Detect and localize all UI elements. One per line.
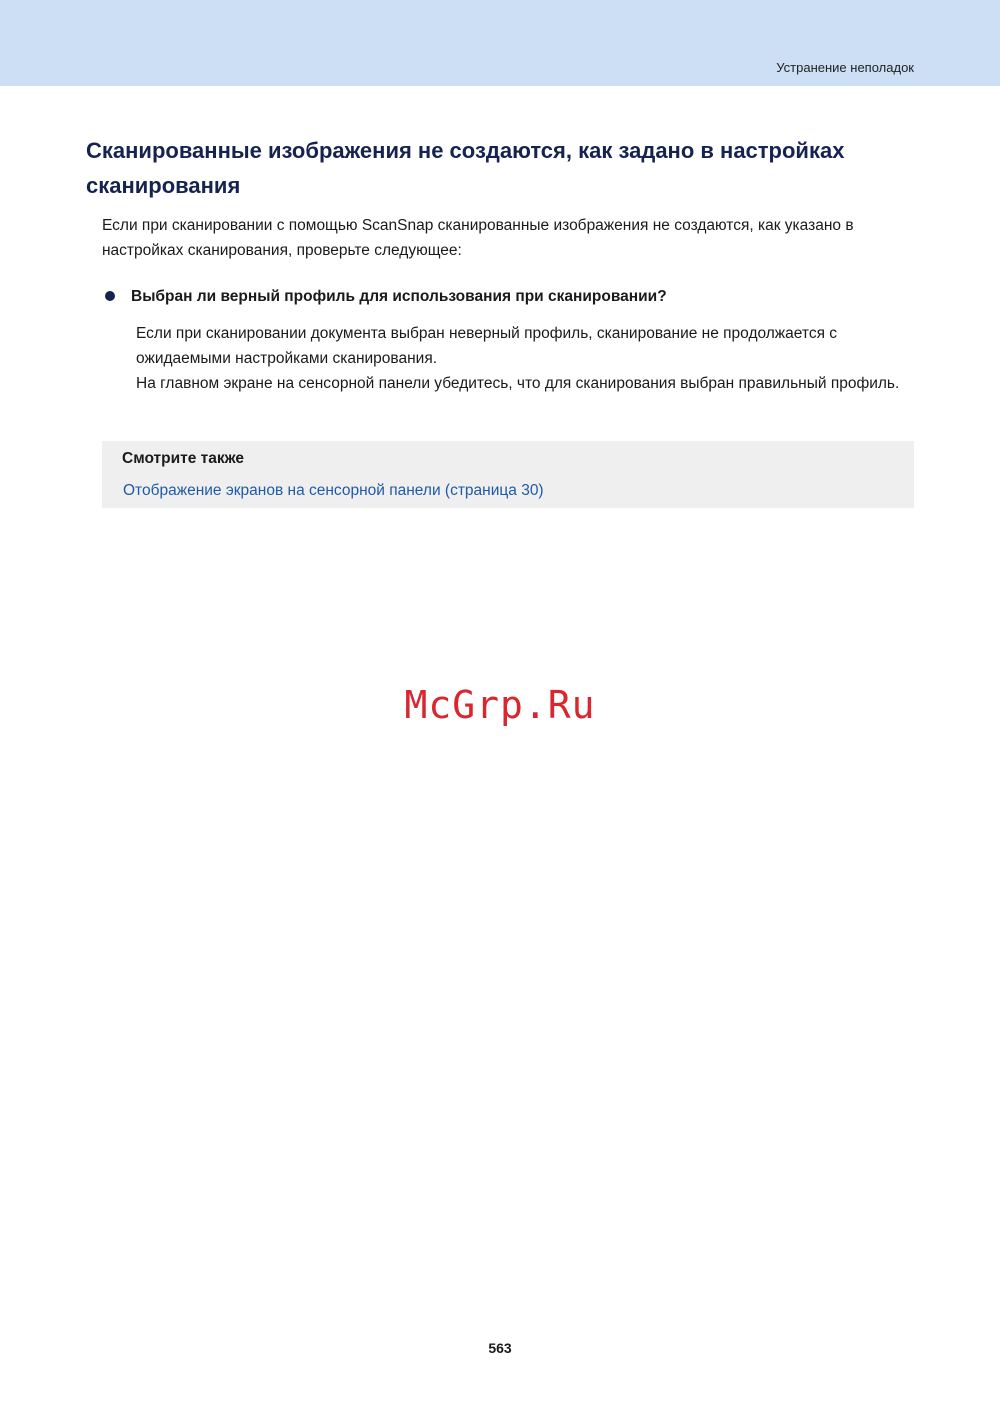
checklist-question: Выбран ли верный профиль для использования при сканировании? — [131, 288, 667, 305]
header-band — [0, 0, 1000, 86]
page-number: 563 — [488, 1340, 512, 1356]
intro-paragraph: Если при сканировании с помощью ScanSnap сканированные изображения не создаются, как указано в настройках сканирования, проверьте следующее: — [102, 217, 854, 259]
bullet-icon — [105, 291, 115, 301]
watermark: McGrp.Ru — [404, 683, 596, 727]
see-also-heading: Смотрите также — [122, 450, 245, 467]
page-title: Сканированные изображения не создаются, как задано в настройках сканирования — [86, 138, 845, 198]
checklist-answer — [136, 321, 916, 396]
see-also-link[interactable]: Отображение экранов на сенсорной панели (страница 30) — [123, 482, 544, 499]
answer-line-2: На главном экране на сенсорной панели убедитесь, что для сканирования выбран правильный профиль. — [136, 375, 900, 392]
answer-line-1: Если при сканировании документа выбран неверный профиль, сканирование не продолжается с ожидаемыми настройками сканирования. — [136, 325, 838, 367]
header-section-title: Устранение неполадок — [776, 60, 914, 75]
see-also-box — [102, 441, 914, 508]
